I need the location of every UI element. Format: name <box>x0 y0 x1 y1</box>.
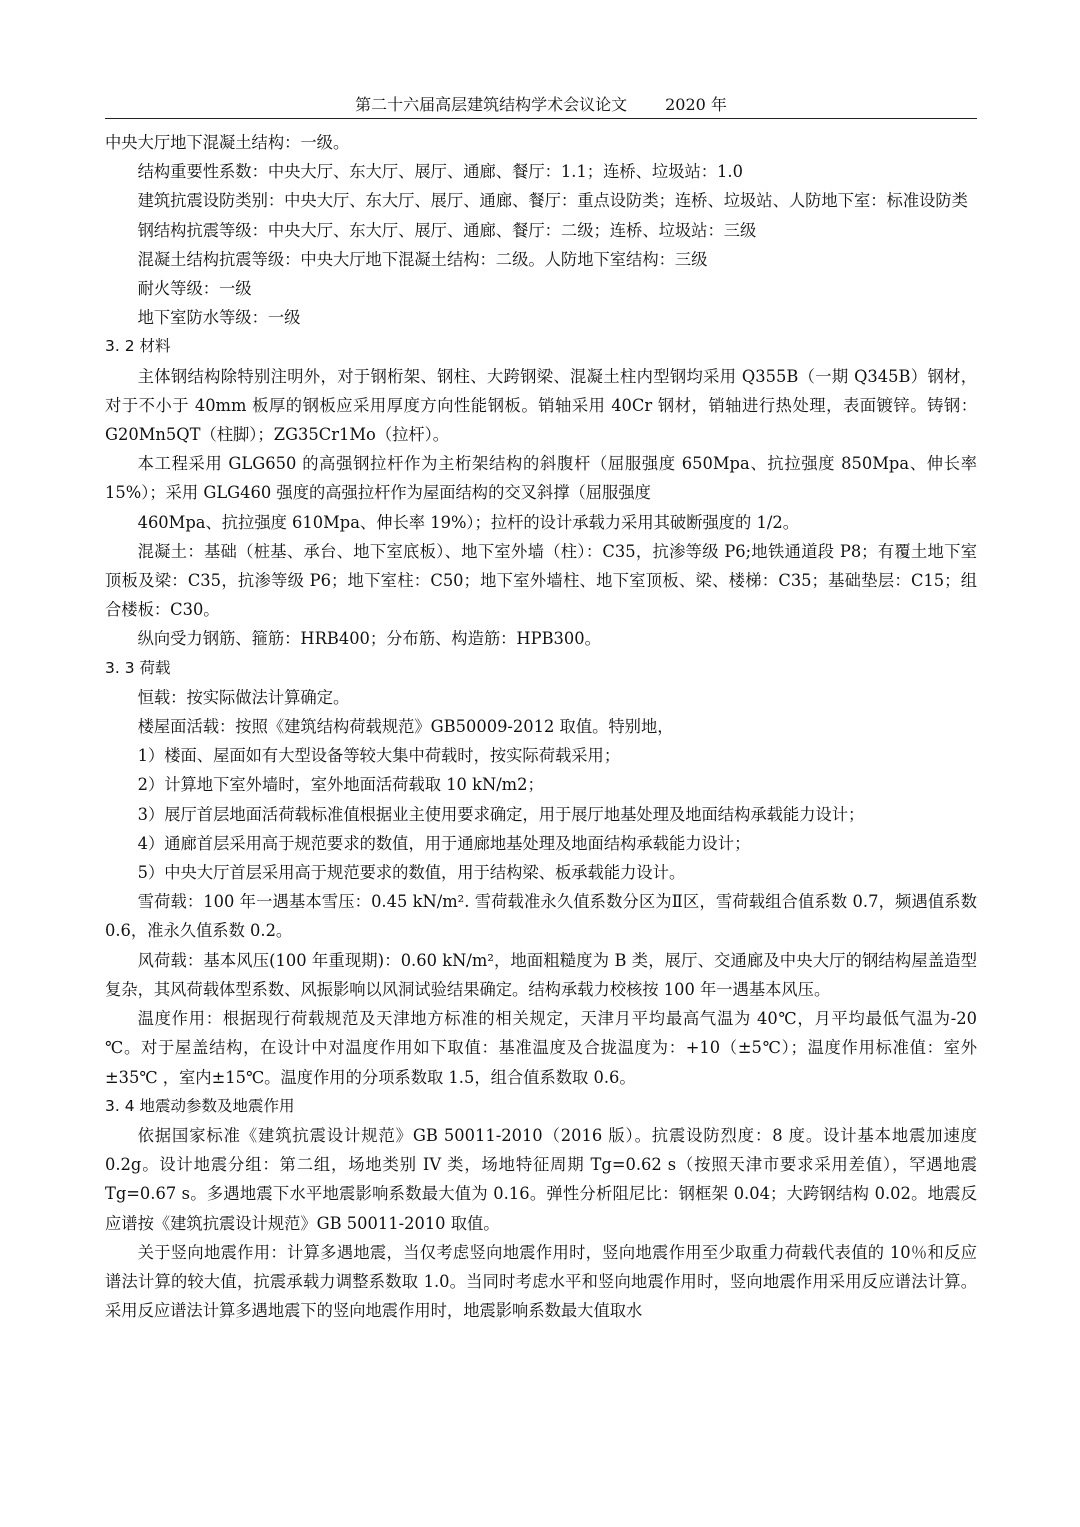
section-heading-seismic: 3. 4 地震动参数及地震作用 <box>105 1096 295 1115</box>
paragraph: 本工程采用 GLG650 的高强钢拉杆作为主桁架结构的斜腹杆（屈服强度 650Mpa、抗拉强度 850Mpa、伸长率 15%）；采用 GLG460 强度的高强拉杆作为屋面结构的交叉斜撑（屈服强度 <box>105 454 977 503</box>
paragraph: 混凝土结构抗震等级：中央大厅地下混凝土结构：二级。人防地下室结构：三级 <box>137 249 708 269</box>
paragraph: 混凝土：基础（桩基、承台、地下室底板）、地下室外墙（柱）：C35，抗渗等级 P6;地铁通道段 P8；有覆土地下室顶板及梁：C35，抗渗等级 P6；地下室柱：C50；地下室外墙柱、地下室顶板、梁、楼梯：C35；基础垫层：C15；组合楼板：C30。 <box>105 541 977 620</box>
paragraph: 建筑抗震设防类别：中央大厅、东大厅、展厅、通廊、餐厅：重点设防类；连桥、垃圾站、人防地下室：标准设防类 <box>137 191 968 211</box>
paragraph: 钢结构抗震等级：中央大厅、东大厅、展厅、通廊、餐厅：二级；连桥、垃圾站：三级 <box>137 220 757 240</box>
list-item: 1）楼面、屋面如有大型设备等较大集中荷载时，按实际荷载采用； <box>137 746 621 766</box>
paragraph: 中央大厅地下混凝土结构：一级。 <box>105 133 350 152</box>
section-heading-loads: 3. 3 荷载 <box>105 658 171 677</box>
list-item: 5）中央大厅首层采用高于规范要求的数值，用于结构梁、板承载能力设计。 <box>137 863 686 883</box>
list-item: 2）计算地下室外墙时，室外地面活荷载取 10 kN/m2； <box>137 775 544 795</box>
body-text <box>105 128 977 1325</box>
paragraph: 关于竖向地震作用：计算多遇地震，当仅考虑竖向地震作用时，竖向地震作用至少取重力荷载代表值的 10％和反应谱法计算的较大值，抗震承载力调整系数取 1.0。当同时考虑水平和竖向地震作用时，竖向地震作用采用反应谱法计算。采用反应谱法计算多遇地震下的竖向地震作用时，地震影响系数最大值取水 <box>105 1242 977 1321</box>
header-year: 2020 年 <box>665 95 727 114</box>
paragraph: 温度作用：根据现行荷载规范及天津地方标准的相关规定，天津月平均最高气温为 40℃，月平均最低气温为-20 ℃。对于屋盖结构，在设计中对温度作用如下取值：基准温度及合拢温度为：+10（±5℃）；温度作用标准值：室外±35℃ ，室内±15℃。温度作用的分项系数取 1.5，组合值系数取 0.6。 <box>105 1009 977 1087</box>
paragraph: 楼屋面活载：按照《建筑结构荷载规范》GB50009-2012 取值。特别地， <box>137 717 674 737</box>
paragraph: 460Mpa、抗拉强度 610Mpa、伸长率 19%）；拉杆的设计承载力采用其破断强度的 1/2。 <box>137 512 799 532</box>
list-item: 4）通廊首层采用高于规范要求的数值，用于通廊地基处理及地面结构承载能力设计； <box>137 833 751 853</box>
paragraph: 恒载：按实际做法计算确定。 <box>137 687 350 707</box>
paragraph: 纵向受力钢筋、箍筋：HRB400；分布筋、构造筋：HPB300。 <box>137 629 601 649</box>
paragraph: 主体钢结构除特别注明外，对于钢桁架、钢柱、大跨钢梁、混凝土柱内型钢均采用 Q355B（一期 Q345B）钢材，对于不小于 40mm 板厚的钢板应采用厚度方向性能钢板。销轴采用 40Cr 钢材，销轴进行热处理，表面镀锌。铸钢：G20Mn5QT（柱脚）；ZG35Cr1Mo（拉杆）。 <box>105 366 977 445</box>
paragraph: 耐火等级：一级 <box>137 279 252 299</box>
section-heading-materials: 3. 2 材料 <box>105 337 171 356</box>
paragraph: 雪荷载：100 年一遇基本雪压：0.45 kN/m². 雪荷载准永久值系数分区为Ⅱ区，雪荷载组合值系数 0.7，频遇值系数 0.6，准永久值系数 0.2。 <box>105 892 977 941</box>
paragraph: 依据国家标准《建筑抗震设计规范》GB 50011-2010（2016 版）。抗震设防烈度：8 度。设计基本地震加速度 0.2g。设计地震分组：第二组，场地类别 IV 类，场地特征周期 Tg=0.62 s（按照天津市要求采用差值），罕遇地震 Tg=0.67 s。多遇地震下水平地震影响系数最大值为 0.16。弹性分析阻尼比：钢框架 0.04；大跨钢结构 0.02。地震反应谱按《建筑抗震设计规范》GB 50011-2010 取值。 <box>105 1125 977 1233</box>
paragraph: 地下室防水等级：一级 <box>137 308 301 328</box>
paragraph: 结构重要性系数：中央大厅、东大厅、展厅、通廊、餐厅：1.1；连桥、垃圾站：1.0 <box>137 162 743 182</box>
list-item: 3）展厅首层地面活荷载标准值根据业主使用要求确定，用于展厅地基处理及地面结构承载能力设计； <box>137 804 865 824</box>
header-title: 第二十六届高层建筑结构学术会议论文 <box>355 95 628 114</box>
running-header <box>105 92 977 119</box>
paragraph: 风荷载：基本风压(100 年重现期)：0.60 kN/m²，地面粗糙度为 B 类，展厅、交通廊及中央大厅的钢结构屋盖造型复杂，其风荷载体型系数、风振影响以风洞试验结果确定。结构承载力校核按 100 年一遇基本风压。 <box>105 950 977 999</box>
